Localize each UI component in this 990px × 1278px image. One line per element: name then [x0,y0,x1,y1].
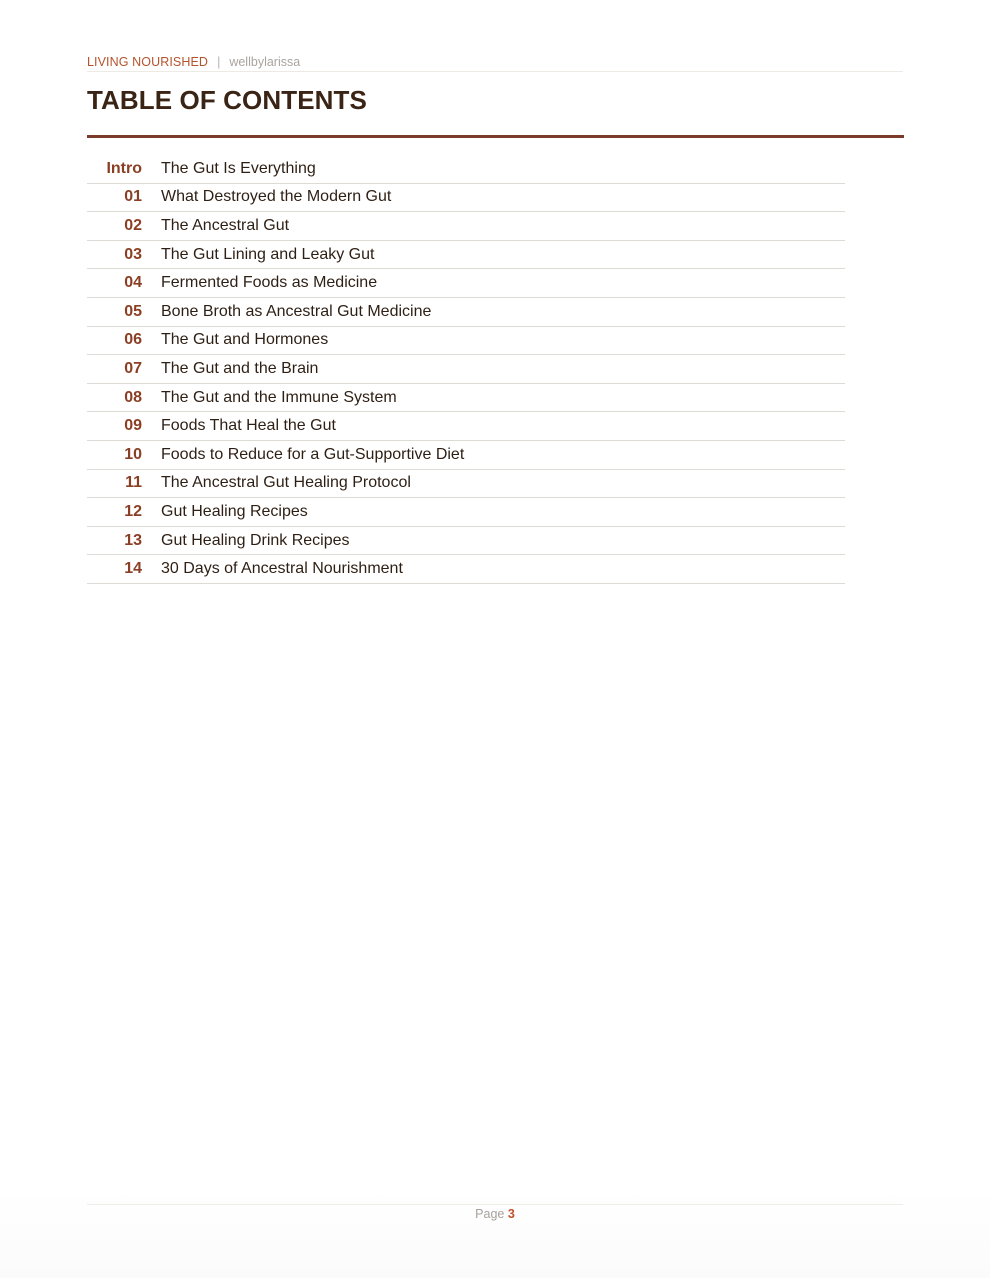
toc-chapter-title: Gut Healing Recipes [161,502,308,520]
toc-entry[interactable] [87,241,845,270]
toc-chapter-title: Foods to Reduce for a Gut-Supportive Diet [161,445,465,463]
toc-chapter-title: The Gut and the Brain [161,359,319,377]
toc-chapter-title: Foods That Heal the Gut [161,417,336,435]
toc-entry[interactable] [87,355,845,384]
toc-chapter-title: The Gut and the Immune System [161,388,397,406]
toc-entry[interactable] [87,298,845,327]
table-of-contents [87,155,845,584]
page-number: 3 [507,1207,515,1221]
page-label: Page [475,1207,505,1221]
header-separator: | [217,55,221,69]
toc-entry[interactable] [87,184,845,213]
toc-entry[interactable] [87,327,845,356]
toc-chapter-number: 04 [124,274,142,292]
toc-chapter-number: 02 [124,216,142,234]
toc-chapter-number: 11 [125,474,142,492]
toc-chapter-number: 01 [124,188,142,206]
toc-chapter-number: 10 [124,445,142,463]
title-divider [87,135,904,138]
toc-entry[interactable] [87,441,845,470]
page-footer [0,1206,990,1222]
toc-chapter-number: 12 [124,502,142,520]
toc-chapter-title: Gut Healing Drink Recipes [161,531,350,549]
toc-chapter-title: The Gut Lining and Leaky Gut [161,245,375,263]
toc-entry[interactable] [87,527,845,556]
toc-chapter-title: The Ancestral Gut Healing Protocol [161,474,411,492]
toc-entry[interactable] [87,155,845,184]
toc-chapter-number: 09 [124,417,142,435]
brand-name: LIVING NOURISHED [87,55,209,69]
toc-chapter-title: 30 Days of Ancestral Nourishment [161,560,403,578]
running-header [87,55,903,72]
toc-chapter-title: What Destroyed the Modern Gut [161,188,392,206]
toc-entry[interactable] [87,555,845,584]
toc-chapter-title: The Gut Is Everything [161,159,316,177]
toc-chapter-number: 13 [124,531,142,549]
toc-chapter-number: 03 [124,245,142,263]
toc-chapter-title: Fermented Foods as Medicine [161,274,378,292]
page-title: TABLE OF CONTENTS [87,85,367,115]
toc-chapter-title: The Gut and Hormones [161,331,329,349]
toc-chapter-number: 07 [124,359,142,377]
toc-chapter-number: Intro [106,159,142,177]
toc-chapter-number: 08 [124,388,142,406]
toc-entry[interactable] [87,269,845,298]
toc-entry[interactable] [87,212,845,241]
site-name: wellbylarissa [229,55,301,69]
toc-chapter-number: 05 [124,302,142,320]
toc-entry[interactable] [87,412,845,441]
toc-chapter-number: 14 [124,560,142,578]
toc-chapter-title: The Ancestral Gut [161,216,290,234]
toc-entry[interactable] [87,470,845,499]
toc-entry[interactable] [87,498,845,527]
toc-entry[interactable] [87,384,845,413]
toc-chapter-number: 06 [124,331,142,349]
footer-divider [87,1204,903,1205]
toc-chapter-title: Bone Broth as Ancestral Gut Medicine [161,302,432,320]
